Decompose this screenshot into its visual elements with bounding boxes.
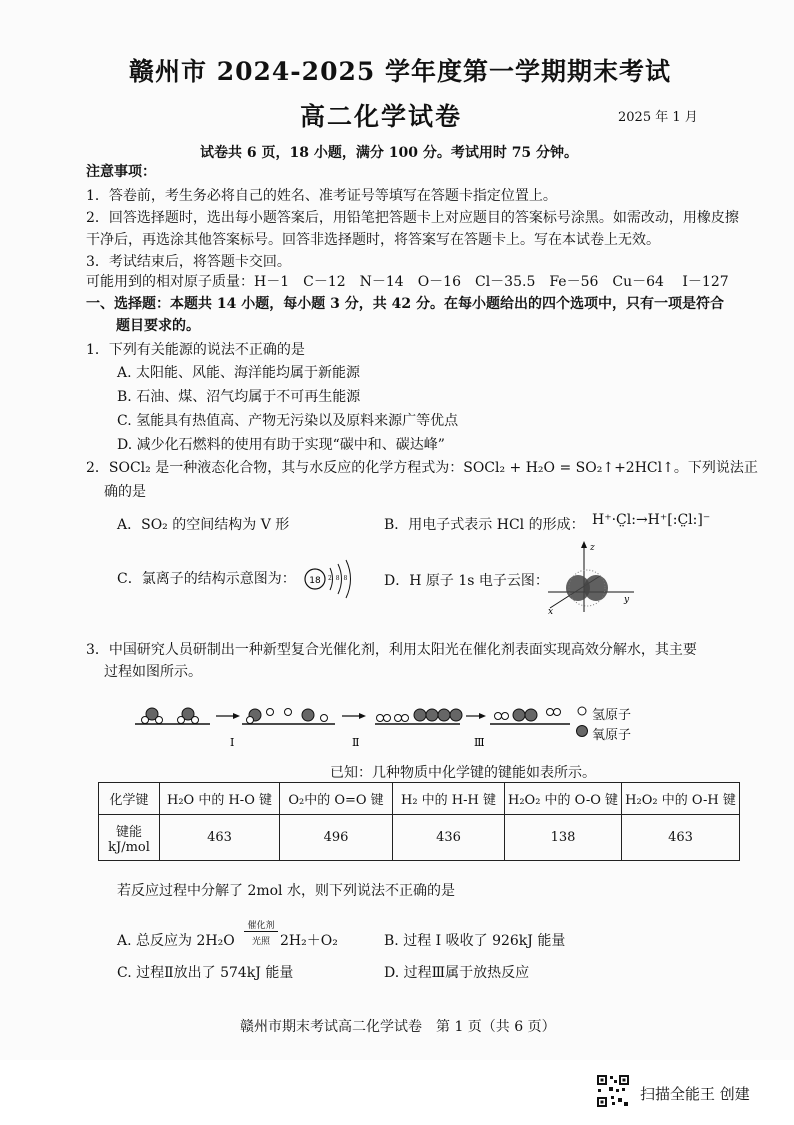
cloud-lobe-right bbox=[584, 575, 608, 601]
q3-option-a-arrow bbox=[244, 931, 278, 932]
z-label: z bbox=[590, 543, 595, 553]
stage-3-atoms bbox=[495, 709, 561, 722]
q3-option-d: D. 过程Ⅲ属于放热反应 bbox=[384, 965, 530, 981]
legend-oxygen-label: 氧原子 bbox=[592, 728, 632, 743]
bond-value-5: 463 bbox=[622, 815, 740, 861]
notice-item-1: 1．答卷前，考生务必将自己的姓名、准考证号等填写在答题卡指定位置上。 bbox=[86, 188, 557, 204]
legend-hydrogen-label: 氢原子 bbox=[592, 708, 632, 723]
q3-premise: 若反应过程中分解了 2mol 水，则下列说法不正确的是 bbox=[117, 883, 455, 899]
step-3-label: Ⅲ bbox=[474, 736, 485, 749]
stage-1-atoms bbox=[247, 709, 328, 724]
atomic-masses: 可能用到的相对原子质量：H－1 C－12 N－14 O－16 Cl－35.5 Fe－56 Cu－64 I－127 bbox=[86, 274, 729, 290]
section-1-heading-cont: 题目要求的。 bbox=[116, 318, 200, 334]
q3-option-a-catalyst: 催化剂 bbox=[247, 921, 275, 931]
scanner-watermark: 扫描全能王 创建 bbox=[640, 1085, 750, 1103]
bond-value-3: 436 bbox=[393, 815, 505, 861]
arrow-3-head-icon bbox=[479, 713, 486, 719]
legend-hydrogen-icon bbox=[578, 707, 586, 715]
q2-option-d: D．H 原子 1s 电子云图： bbox=[384, 573, 549, 589]
bond-name-4: H₂O₂ 中的 O-O 键 bbox=[505, 783, 622, 815]
q2-stem-cont: 确的是 bbox=[104, 484, 146, 500]
page-footer: 赣州市期末考试高二化学试卷 第 1 页（共 6 页） bbox=[240, 1019, 556, 1035]
q3-option-b: B. 过程 I 吸收了 926kJ 能量 bbox=[384, 933, 566, 949]
exam-date: 2025 年 1 月 bbox=[618, 110, 698, 125]
unit-label-2: kJ/mol bbox=[108, 839, 150, 855]
table-row-header: 化学键 bbox=[99, 783, 160, 815]
stage-2-atoms bbox=[377, 709, 463, 722]
arrow-2-head-icon bbox=[359, 713, 366, 719]
q2-option-c: C．氯离子的结构示意图为： bbox=[117, 571, 296, 587]
q1-option-a: A. 太阳能、风能、海洋能均属于新能源 bbox=[117, 365, 361, 381]
photocatalysis-process-diagram bbox=[130, 698, 610, 752]
exam-subtitle: 高二化学试卷 bbox=[300, 102, 463, 131]
unit-label-1: 键能 bbox=[115, 824, 142, 840]
exam-title: 赣州市 2024-2025 学年度第一学期期末考试 bbox=[129, 57, 671, 86]
y-label: y bbox=[624, 595, 630, 605]
qr-code-icon bbox=[596, 1074, 630, 1108]
table-value-row bbox=[99, 815, 740, 861]
table-header-row bbox=[99, 783, 740, 815]
bond-value-4: 138 bbox=[505, 815, 622, 861]
q3-option-a-light: 光照 bbox=[251, 937, 270, 947]
water-molecules bbox=[142, 708, 199, 724]
q2-option-b-formula: H⁺·C̤l:→H⁺[:C̤l:]⁻ bbox=[592, 512, 711, 528]
notice-item-3: 3．考试结束后，将答题卡交回。 bbox=[86, 254, 291, 270]
nucleus-charge: 18 bbox=[309, 576, 321, 586]
table-unit-header bbox=[99, 815, 160, 861]
q2-option-a: A．SO₂ 的空间结构为 V 形 bbox=[117, 517, 290, 533]
bond-value-2: 496 bbox=[280, 815, 393, 861]
bond-value-1: 463 bbox=[160, 815, 280, 861]
shell-electrons: 2 8 8 bbox=[328, 575, 349, 582]
step-1-label: Ⅰ bbox=[230, 736, 235, 749]
legend-oxygen-icon bbox=[577, 726, 588, 737]
bond-name-3: H₂ 中的 H-H 键 bbox=[393, 783, 505, 815]
notice-item-2b: 干净后，再选涂其他答案标号。回答非选择题时，将答案写在答题卡上。写在本试卷上无效。 bbox=[86, 232, 660, 248]
bond-name-2: O₂中的 O=O 键 bbox=[280, 783, 393, 815]
bond-energy-table bbox=[98, 782, 740, 861]
q1-option-d: D. 减少化石燃料的使用有助于实现“碳中和、碳达峰” bbox=[117, 437, 445, 453]
q3-stem: 3．中国研究人员研制出一种新型复合光催化剂，利用太阳光在催化剂表面实现高效分解水，其主要 bbox=[86, 642, 697, 658]
q1-option-b: B. 石油、煤、沼气均属于不可再生能源 bbox=[117, 389, 361, 405]
notice-item-2a: 2．回答选择题时，选出每小题答案后，用铅笔把答题卡上对应题目的答案标号涂黑。如需改动，用橡皮擦 bbox=[86, 210, 739, 226]
step-2-label: Ⅱ bbox=[352, 736, 360, 749]
q2-stem: 2．SOCl₂ 是一种液态化合物，其与水反应的化学方程式为：SOCl₂ + H₂O = SO₂↑+2HCl↑。下列说法正 bbox=[86, 460, 758, 476]
x-label: x bbox=[548, 607, 554, 616]
q2-option-b: B．用电子式表示 HCl 的形成： bbox=[384, 517, 585, 533]
q3-option-a-suffix: 2H₂＋O₂ bbox=[280, 933, 338, 949]
bond-name-5: H₂O₂ 中的 O-H 键 bbox=[622, 783, 740, 815]
exam-info: 试卷共 6 页，18 小题，满分 100 分。考试用时 75 分钟。 bbox=[200, 145, 579, 161]
bond-name-1: H₂O 中的 H-O 键 bbox=[160, 783, 280, 815]
z-arrow-icon bbox=[581, 541, 587, 548]
notice-heading: 注意事项： bbox=[86, 164, 156, 180]
q1-option-c: C. 氢能具有热值高、产物无污染以及原料来源广等优点 bbox=[117, 413, 459, 429]
q3-option-c: C. 过程Ⅱ放出了 574kJ 能量 bbox=[117, 965, 294, 981]
q3-stem-cont: 过程如图所示。 bbox=[104, 664, 202, 680]
q1-stem: 1．下列有关能源的说法不正确的是 bbox=[86, 342, 305, 358]
section-1-heading: 一、选择题：本题共 14 小题，每小题 3 分，共 42 分。在每小题给出的四个选项中，只有一项是符合 bbox=[86, 296, 724, 312]
q3-option-a-prefix: A. 总反应为 2H₂O bbox=[117, 933, 235, 949]
arrow-1-head-icon bbox=[233, 713, 240, 719]
electron-cloud-diagram bbox=[540, 540, 640, 616]
table-caption: 已知：几种物质中化学键的键能如表所示。 bbox=[330, 765, 596, 781]
